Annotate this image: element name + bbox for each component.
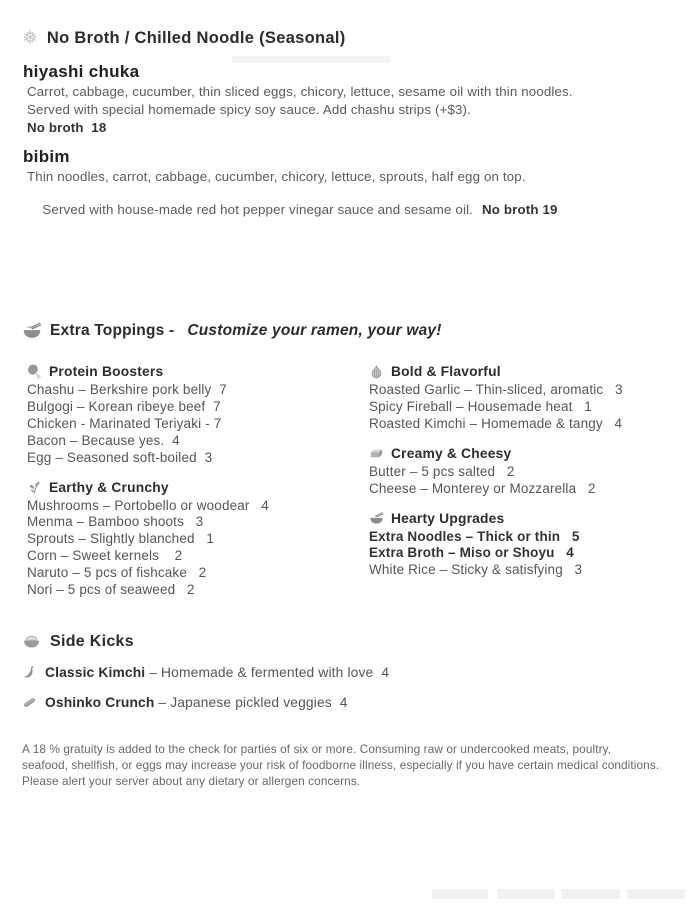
group-header <box>27 480 361 495</box>
sidekick-name: Oshinko Crunch <box>45 695 155 710</box>
pickle-icon <box>22 695 37 710</box>
dish-price: No broth 19 <box>482 202 558 217</box>
group-earthy-crunchy <box>27 480 361 599</box>
topping-item: Mushrooms – Portobello or woodear 4 <box>27 497 269 513</box>
topping-item: Sprouts – Slightly blanched 1 <box>27 531 215 547</box>
sidekick-text <box>45 665 389 680</box>
topping-item: Extra Broth – Miso or Shoyu 4 <box>369 545 574 561</box>
sidekick-desc: – Japanese pickled veggies 4 <box>154 695 348 710</box>
sidekick-name: Classic Kimchi <box>45 665 146 680</box>
redacted-bar <box>432 889 488 899</box>
dish-description-text: Served with house-made red hot pepper vinegar sauce and sesame oil. <box>42 202 474 217</box>
group-bold-flavorful <box>369 364 700 433</box>
topping-item: Extra Noodles – Thick or thin 5 <box>369 528 580 544</box>
topping-item: Cheese – Monterey or Mozzarella 2 <box>369 480 596 496</box>
garlic-icon <box>369 364 384 379</box>
sidekick-desc: – Homemade & fermented with love 4 <box>145 665 390 680</box>
butter-icon <box>369 446 384 461</box>
dish-name-hiyashi-chuka: hiyashi chuka <box>23 62 140 81</box>
toppings-left-column <box>27 364 361 599</box>
topping-item: Naruto – 5 pcs of fishcake 2 <box>27 565 207 581</box>
group-creamy-cheesy <box>369 446 700 498</box>
chili-pepper-icon <box>22 665 37 680</box>
group-title-text: Earthy & Crunchy <box>49 479 169 495</box>
disclaimer-line: seafood, shellfish, or eggs may increase your risk of foodborne illness, especially if you have certain medical conditions. <box>22 757 660 772</box>
disclaimer-line: Please alert your server about any dietary or allergen concerns. <box>22 773 361 788</box>
group-header <box>369 364 700 379</box>
sidekick-text <box>45 695 348 710</box>
group-title-text: Hearty Upgrades <box>391 510 505 526</box>
section-title: No Broth / Chilled Noodle (Seasonal) <box>46 29 346 47</box>
group-hearty-upgrades <box>369 511 700 580</box>
section-tagline: Customize your ramen, your way! <box>187 322 442 339</box>
dish-price: No broth 18 <box>27 120 107 135</box>
topping-item: Bulgogi – Korean ribeye beef 7 <box>27 398 221 414</box>
herb-icon <box>27 480 42 495</box>
rice-bowl-icon <box>22 632 41 651</box>
group-header <box>27 364 361 379</box>
topping-item: Butter – 5 pcs salted 2 <box>369 463 515 479</box>
topping-item: Chicken - Marinated Teriyaki - 7 <box>27 415 222 431</box>
topping-item: Roasted Kimchi – Homemade & tangy 4 <box>369 415 623 431</box>
topping-item: Bacon – Because yes. 4 <box>27 432 180 448</box>
topping-item: Chashu – Berkshire pork belly 7 <box>27 382 227 397</box>
sidekick-oshinko-crunch <box>22 695 348 710</box>
disclaimer <box>22 742 694 789</box>
ramen-bowl-icon <box>22 321 42 341</box>
section-header-side-kicks <box>22 632 134 651</box>
section-header-extra-toppings <box>22 321 442 341</box>
section-header-no-broth <box>22 29 346 48</box>
topping-item: Nori – 5 pcs of seaweed 2 <box>27 582 195 598</box>
dish-name-bibim: bibim <box>23 147 70 166</box>
topping-item: Corn – Sweet kernels 2 <box>27 548 183 564</box>
topping-item: White Rice – Sticky & satisfying 3 <box>369 562 583 578</box>
group-title-text: Bold & Flavorful <box>391 364 501 379</box>
topping-item: Spicy Fireball – Housemade heat 1 <box>369 398 592 414</box>
ramen-bowl-icon <box>369 511 384 526</box>
dish-description: Carrot, cabbage, cucumber, thin sliced eggs, chicory, lettuce, sesame oil with thin noodles. <box>27 84 573 99</box>
group-protein-boosters <box>27 364 361 467</box>
group-header <box>369 511 700 526</box>
dish-description: Served with special homemade spicy soy sauce. Add chashu strips (+$3). <box>27 102 471 117</box>
sidekick-classic-kimchi <box>22 665 389 680</box>
meat-icon <box>27 364 42 379</box>
redacted-bar <box>562 889 620 899</box>
disclaimer-line: A 18 % gratuity is added to the check for parties of six or more. Consuming raw or undercooked meats, poultry, <box>22 742 612 756</box>
group-header <box>369 446 700 461</box>
section-title: Side Kicks <box>50 632 134 650</box>
dish-description <box>27 187 558 232</box>
dish-description: Thin noodles, carrot, cabbage, cucumber, chicory, lettuce, sprouts, half egg on top. <box>27 169 526 184</box>
snowflake-icon: ❅ <box>22 27 38 49</box>
redacted-bar <box>232 56 390 63</box>
group-title-text: Protein Boosters <box>49 364 164 379</box>
redacted-bar <box>627 889 685 899</box>
topping-item: Egg – Seasoned soft-boiled 3 <box>27 449 213 465</box>
redacted-bar <box>497 889 555 899</box>
topping-item: Menma – Bamboo shoots 3 <box>27 514 204 530</box>
topping-item: Roasted Garlic – Thin-sliced, aromatic 3 <box>369 382 623 397</box>
toppings-right-column <box>369 364 700 579</box>
section-title: Extra Toppings - <box>50 322 175 339</box>
group-title-text: Creamy & Cheesy <box>391 445 512 461</box>
